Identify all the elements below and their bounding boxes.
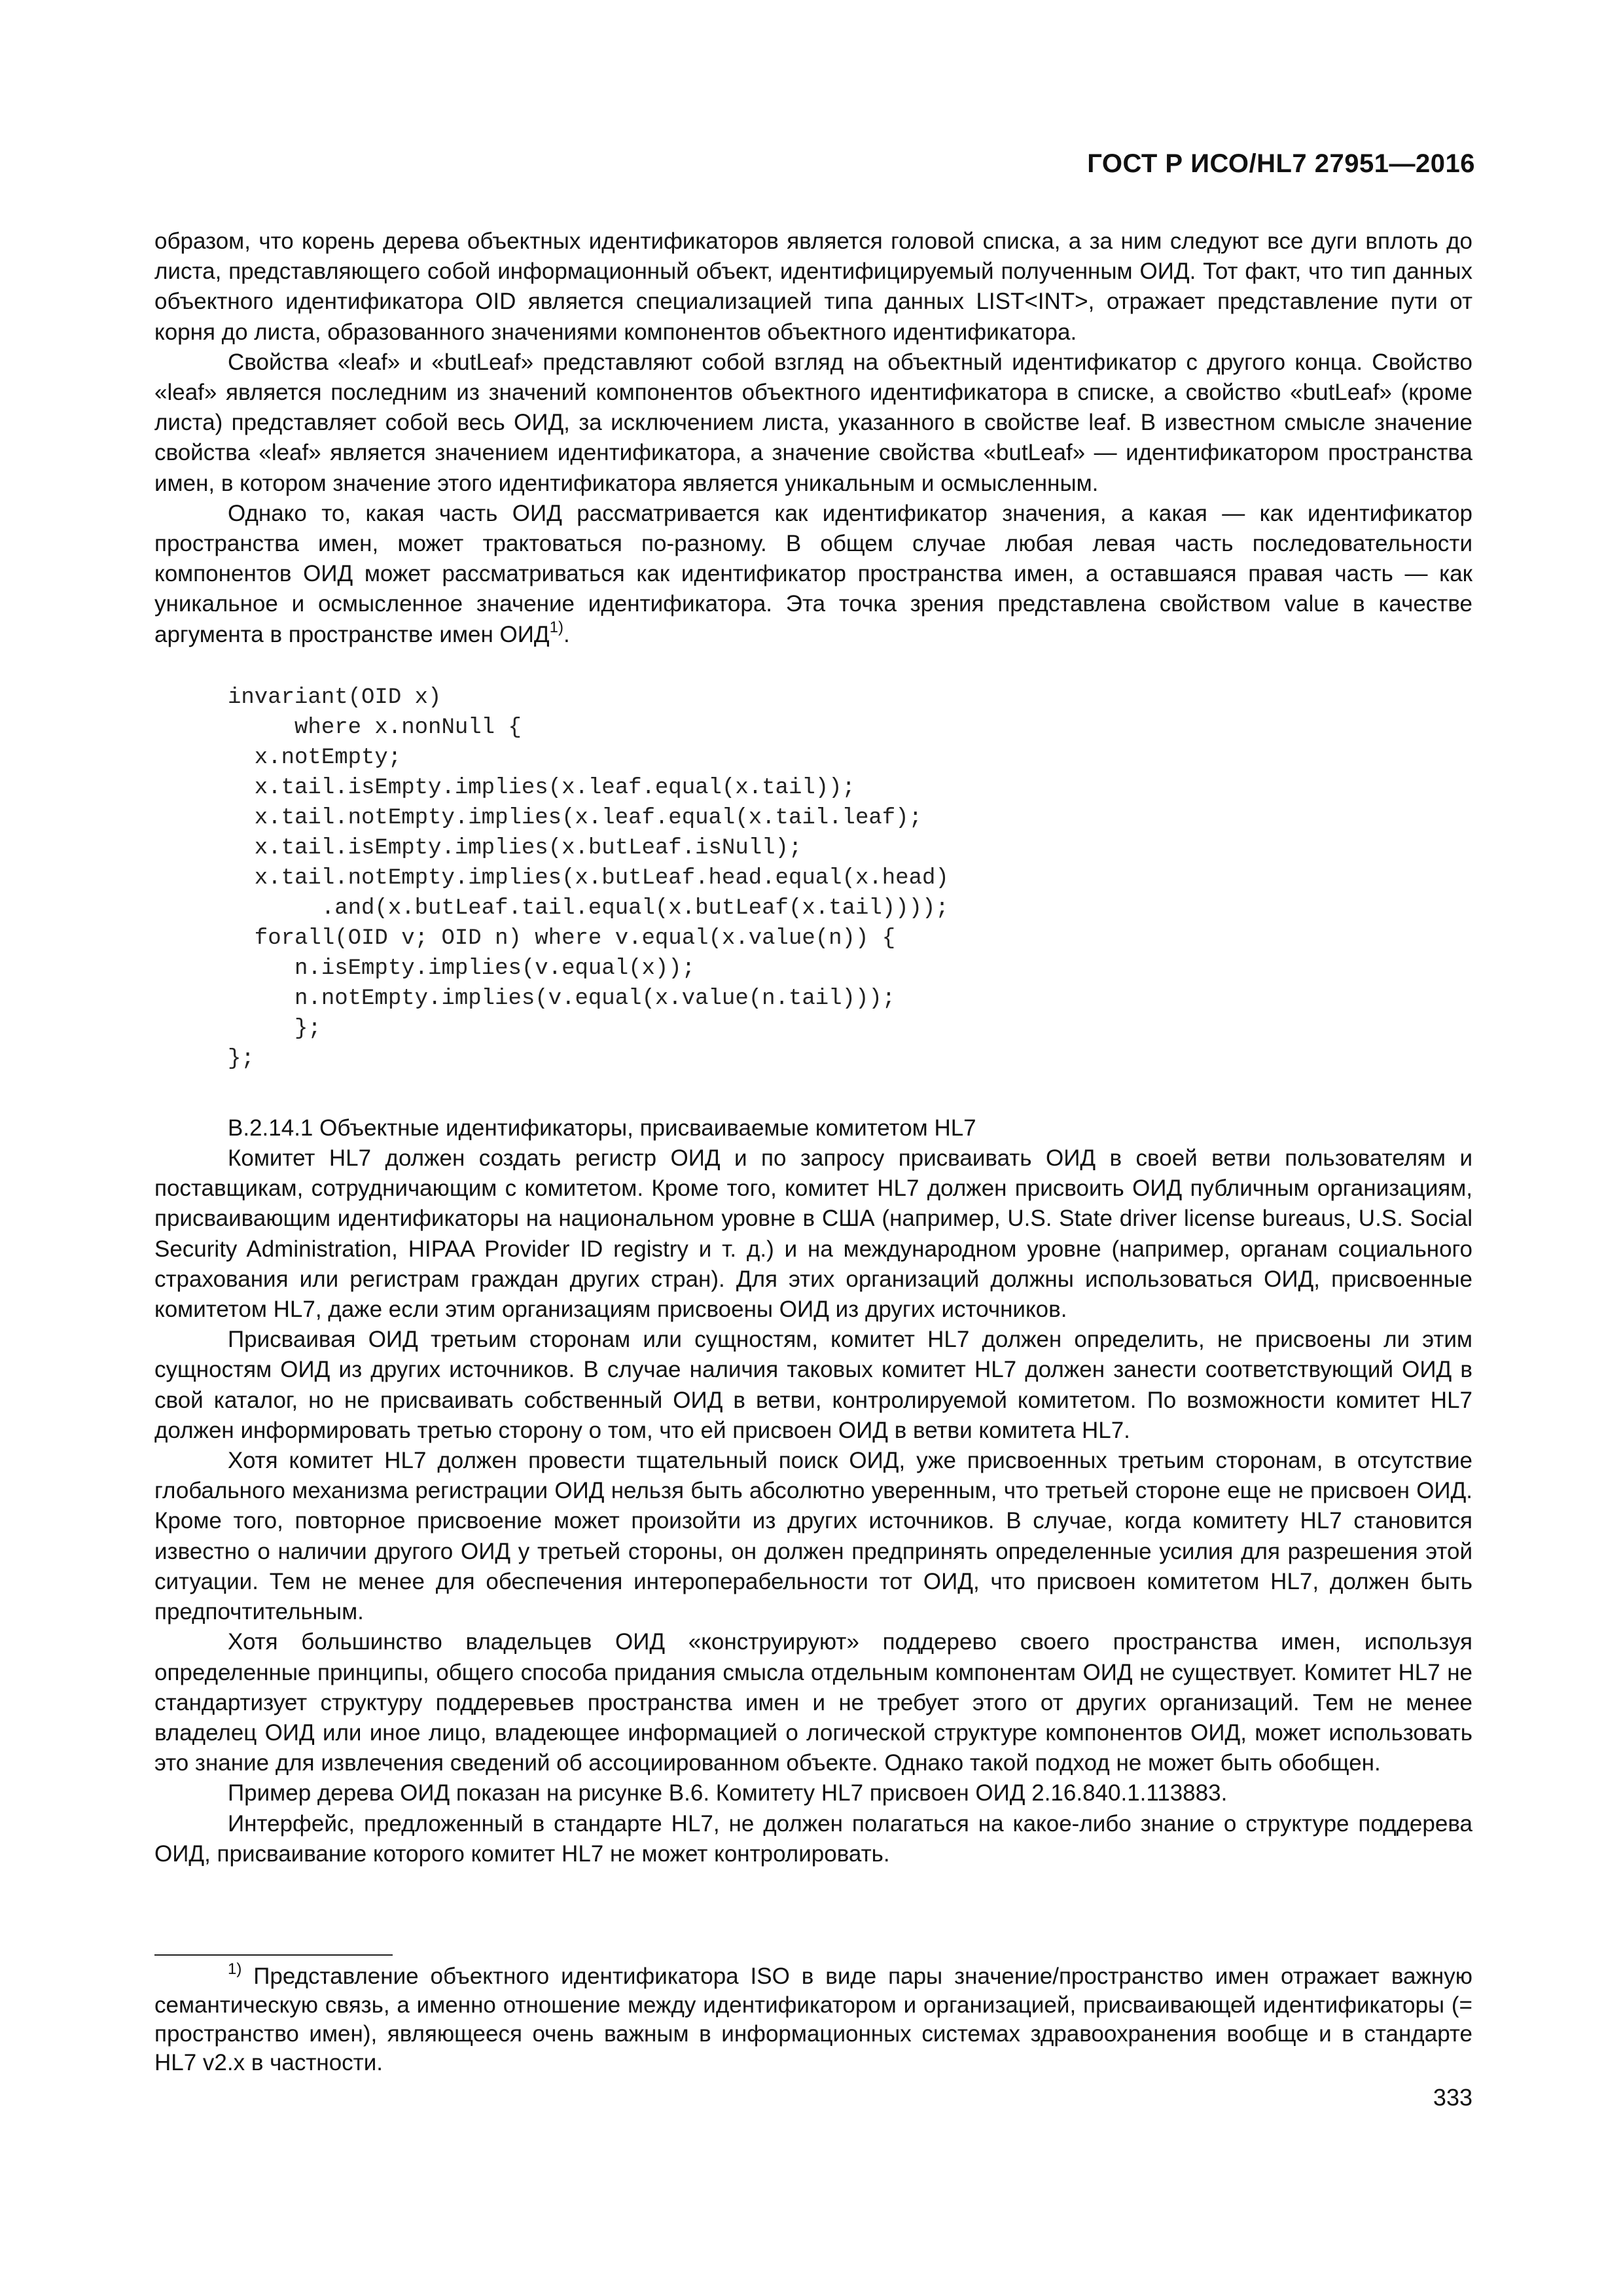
- footnote-text: Представление объектного идентификатора ISO в виде пары значение/пространство имен отражает важную семантическую связь, а именно отношение между идентификатором и организацией, присваивающей идентификаторы (= пространство имен), являющееся очень важным в информационных системах здравоохранения вообще и в стандарте HL7 v2.x в частности.: [154, 1964, 1472, 2075]
- section-heading: B.2.14.1 Объектные идентификаторы, присваиваемые комитетом HL7: [228, 1115, 976, 1141]
- footnote-divider: [154, 1954, 393, 1956]
- paragraph-text: Однако то, какая часть ОИД рассматривается как идентификатор значения, а какая — как идентификатор пространства имен, может трактоваться по-разному. В общем случае любая левая часть последовательности компонентов ОИД может рассматриваться как идентификатор пространства имен, а оставшаяся правая часть — как уникальное и осмысленное значение идентификатора. Эта точка зрения представлена свойством value в качестве аргумента в пространстве имен ОИД: [154, 500, 1472, 647]
- footnote: [154, 1962, 1472, 2077]
- paragraph: Свойства «leaf» и «butLeaf» представляют собой взгляд на объектный идентификатор с другого конца. Свойство «leaf» является последним из значений компонентов объектного идентификатора в списке, а свойство «butLeaf» (кроме листа) представляет собой весь ОИД, за исключением листа, указанного в свойстве leaf. В известном смысле значение свойства «leaf» является значением идентификатора, а значение свойства «butLeaf» — идентификатором пространства имен, в котором значение этого идентификатора является уникальным и осмысленным.: [154, 349, 1472, 496]
- paragraph: образом, что корень дерева объектных идентификаторов является головой списка, а за ним следуют все дуги вплоть до листа, представляющего собой информационный объект, идентифицируемый полученным ОИД. Тот факт, что тип данных объектного идентификатора OID является специализацией типа данных LIST<INT>, отражает представление пути от корня до листа, образованного значениями компонентов объектного идентификатора.: [154, 228, 1472, 345]
- footnote-reference: 1): [549, 618, 563, 636]
- paragraph: Пример дерева ОИД показан на рисунке В.6. Комитету HL7 присвоен ОИД 2.16.840.1.113883.: [228, 1780, 1228, 1806]
- paragraph: Хотя комитет HL7 должен провести тщательный поиск ОИД, уже присвоенных третьим сторонам, в отсутствие глобального механизма регистрации ОИД нельзя быть абсолютно уверенным, что третьей стороне еще не присвоен ОИД. Кроме того, повторное присвоение может произойти из других источников. В случае, когда комитету HL7 становится известно о наличии другого ОИД у третьей стороны, он должен предпринять определенные усилия для разрешения этой ситуации. Тем не менее для обеспечения интероперабельности тот ОИД, что присвоен комитетом HL7, должен быть предпочтительным.: [154, 1448, 1472, 1625]
- page-body: [154, 226, 1472, 1869]
- paragraph: Хотя большинство владельцев ОИД «конструируют» поддерево своего пространства имен, используя определенные принципы, общего способа придания смысла отдельным компонентам ОИД не существует. Комитет HL7 не стандартизует структуру поддеревьев пространства имен и не требует этого от других организаций. Тем не менее владелец ОИД или иное лицо, владеющее информацией о логической структуре компонентов ОИД, может использовать это знание для извлечения сведений об ассоциированном объекте. Однако такой подход не может быть обобщен.: [154, 1629, 1472, 1776]
- footnote-marker: 1): [228, 1960, 242, 1979]
- paragraph: Интерфейс, предложенный в стандарте HL7, не должен полагаться на какое-либо знание о структуре поддерева ОИД, присваивание которого комитет HL7 не может контролировать.: [154, 1810, 1472, 1867]
- paragraph: Комитет HL7 должен создать регистр ОИД и по запросу присваивать ОИД в своей ветви пользователям и поставщикам, сотрудничающим с комитетом. Кроме того, комитет HL7 должен присвоить ОИД публичным организациям, присваивающим идентификаторы на национальном уровне в США (например, U.S. State driver license bureaus, U.S. Social Security Administration, HIPAA Provider ID registry и т. д.) и на международном уровне (например, органам социального страхования или регистрам граждан других стран). Для этих организаций должны использоваться ОИД, присвоенные комитетом HL7, даже если этим организациям присвоены ОИД из других источников.: [154, 1145, 1472, 1323]
- paragraph-end: .: [563, 621, 570, 647]
- paragraph: [154, 499, 1472, 650]
- document-header: ГОСТ Р ИСО/HL7 27951—2016: [1087, 149, 1475, 178]
- page-number: 333: [1433, 2084, 1472, 2111]
- code-listing: invariant(OID x) where x.nonNull { x.notEmpty; x.tail.isEmpty.implies(x.leaf.equal(x.tail)); x.tail.notEmpty.implies(x.leaf.equal(x.tail.leaf); x.tail.isEmpty.implies(x.butLeaf.isNull); x.tail.notEmpty.implies(x.butLeaf.head.equal(x.head) .and(x.butLeaf.tail.equal(x.butLeaf(x.tail)))); forall(OID v; OID n) where v.equal(x.value(n)) { n.isEmpty.implies(v.equal(x)); n.notEmpty.implies(v.equal(x.value(n.tail))); }; };: [228, 685, 949, 1071]
- paragraph: Присваивая ОИД третьим сторонам или сущностям, комитет HL7 должен определить, не присвоены ли этим сущностям ОИД из других источников. В случае наличия таковых комитет HL7 должен занести соответствующий ОИД в свой каталог, но не присваивать собственный ОИД в ветви, контролируемой комитетом. По возможности комитет HL7 должен информировать третью сторону о том, что ей присвоен ОИД в ветви комитета HL7.: [154, 1327, 1472, 1443]
